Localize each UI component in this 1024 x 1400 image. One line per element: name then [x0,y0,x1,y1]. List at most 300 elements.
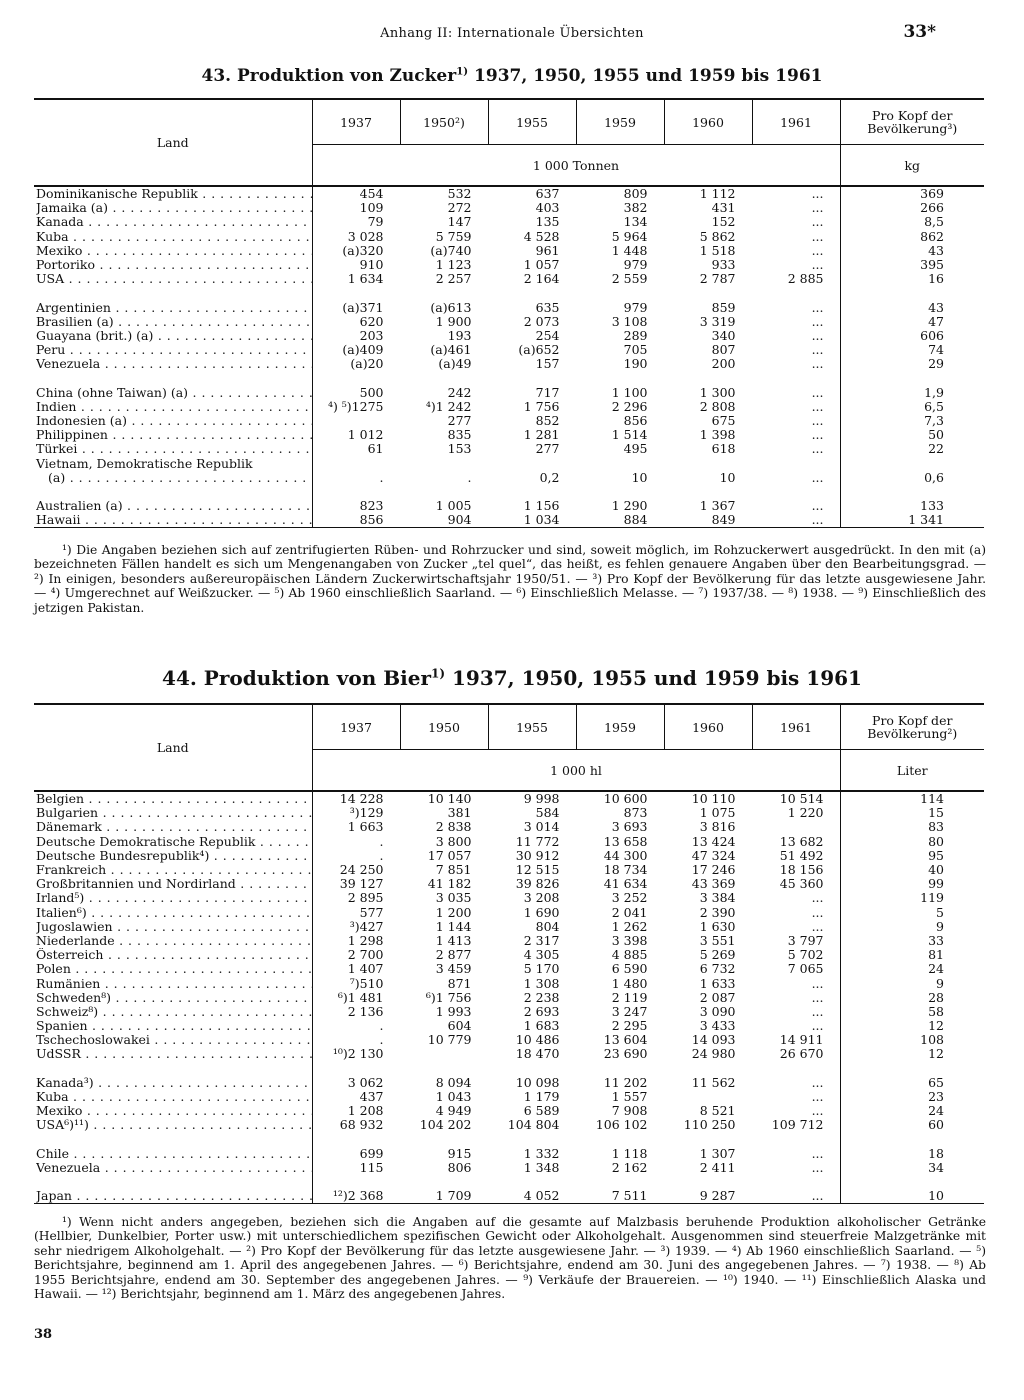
value-cell: 454 [312,186,400,201]
per-capita-cell: 9 [936,918,944,934]
row-country-label: Brasilien (a) . . . [36,315,312,329]
value-cell: ... [752,1019,840,1033]
value-cell: 675 [664,414,752,428]
row-country-label: USA⁶)¹¹) . . . [36,1118,312,1132]
spacer-cell [488,485,576,499]
value-cell: ¹²)2 368 [312,1189,400,1204]
table-row [34,1090,984,1104]
value-cell: 18 734 [576,863,664,877]
spacer-cell [400,286,488,300]
spacer-cell [488,1062,576,1076]
value-cell: 3 384 [664,891,752,905]
table-43-sugar-production [34,98,984,528]
value-cell: 13 604 [576,1033,664,1047]
value-cell: 856 [312,513,400,528]
column-header-year: 1955 [488,704,576,750]
table-row [34,499,984,513]
row-country-label: Großbritannien und Nordirland . . . [36,877,312,891]
value-cell: 9 287 [664,1189,752,1204]
value-cell: ... [752,329,840,343]
value-cell: 10 600 [576,791,664,806]
value-cell: . [400,457,488,485]
value-cell: 1 993 [400,1005,488,1019]
column-header-per-capita-unit: kg [840,145,984,187]
value-cell: 340 [664,329,752,343]
per-capita-cell: 80 [928,833,944,849]
value-cell: 2 390 [664,906,752,920]
value-cell: ... [752,891,840,905]
value-cell: 4 305 [488,948,576,962]
value-cell: ⁶)1 481 [312,991,400,1005]
value-cell: 7 065 [752,962,840,976]
value-cell: 382 [576,201,664,215]
per-capita-cell: 862 [920,228,944,244]
value-cell: 1 630 [664,920,752,934]
table-row [34,186,984,201]
value-cell: ... [752,386,840,400]
table-row [34,343,984,357]
row-country-label: Polen . . . [36,962,312,976]
value-cell: 871 [400,976,488,990]
value-cell: 5 269 [664,948,752,962]
value-cell: (a)652 [488,343,576,357]
value-cell: 41 634 [576,877,664,891]
row-country [34,457,312,485]
per-capita-cell: 95 [928,847,944,863]
value-cell: 910 [312,258,400,272]
value-cell: ... [752,1090,840,1104]
value-cell: 961 [488,244,576,258]
table-44-title-years: 1937, 1950, 1955 und 1959 bis 1961 [445,666,862,690]
value-cell: 39 127 [312,877,400,891]
value-cell: 1 290 [576,499,664,513]
row-country-label: Philippinen . . . [36,428,312,442]
column-header-per-capita-unit: Liter [840,750,984,792]
value-cell: 106 102 [576,1118,664,1132]
value-cell: 7 851 [400,863,488,877]
row-country-label: Australien (a) . . . [36,499,312,513]
value-cell: 1 118 [576,1147,664,1161]
per-capita-cell: 43 [928,299,944,315]
spacer-cell [312,286,400,300]
value-cell: 2 162 [576,1161,664,1175]
value-cell: 1 308 [488,976,576,990]
value-cell: 11 202 [576,1076,664,1090]
value-cell: 2 164 [488,272,576,286]
spacer-cell [840,286,984,300]
table-row [34,357,984,371]
row-country [34,244,312,258]
value-cell: 14 093 [664,1033,752,1047]
row-country-label: Bulgarien . . . [36,806,312,820]
value-cell: 4 949 [400,1104,488,1118]
value-cell: 3 247 [576,1005,664,1019]
spacer-cell [400,1062,488,1076]
row-country [34,357,312,371]
value-cell: 3 398 [576,934,664,948]
row-country [34,186,312,201]
table-44-title-footnote-ref: 1) [431,666,446,681]
value-cell: ... [752,920,840,934]
per-capita-cell: 24 [928,961,944,977]
row-country-label: Portoriko . . . [36,258,312,272]
per-capita-cell: 99 [928,876,944,892]
spacer-cell [34,286,312,300]
value-cell: (a)613 [400,301,488,315]
value-cell: 39 826 [488,877,576,891]
table-row [34,442,984,456]
per-capita-cell: 108 [920,1032,944,1048]
table-row [34,1005,984,1019]
value-cell: ... [752,906,840,920]
value-cell: 500 [312,386,400,400]
row-country-label: Dänemark . . . [36,820,312,834]
value-cell: 3 800 [400,835,488,849]
row-country-label: Kanada³) . . . [36,1076,312,1090]
value-cell: ... [752,301,840,315]
spacer-cell [576,1133,664,1147]
value-cell: 2 693 [488,1005,576,1019]
row-country [34,1118,312,1132]
row-country-label: Deutsche Bundesrepublik⁴) . . . [36,849,312,863]
table-row [34,976,984,990]
spacer-cell [576,1175,664,1189]
value-cell: 809 [576,186,664,201]
per-capita-cell: 40 [928,862,944,878]
spacer-cell [34,1175,312,1189]
value-cell: 807 [664,343,752,357]
column-header-unit: 1 000 Tonnen [312,145,840,187]
value-cell: 4 528 [488,230,576,244]
spacer-cell [752,1133,840,1147]
row-country-label: Belgien . . . [36,792,312,806]
value-cell: 835 [400,428,488,442]
value-cell: 11 772 [488,835,576,849]
value-cell: 1 633 [664,976,752,990]
value-cell: 2 885 [752,272,840,286]
value-cell: ... [752,357,840,371]
spacer-cell [488,371,576,385]
value-cell: 3 693 [576,820,664,834]
value-cell: 1 179 [488,1090,576,1104]
row-country [34,1005,312,1019]
per-capita-cell: 15 [928,805,944,821]
value-cell: ... [752,442,840,456]
value-cell: 2 041 [576,906,664,920]
value-cell: 254 [488,329,576,343]
value-cell: 10 110 [664,791,752,806]
row-country [34,1019,312,1033]
value-cell: 109 712 [752,1118,840,1132]
group-spacer [34,1175,984,1189]
value-cell: 14 228 [312,791,400,806]
row-country [34,877,312,891]
value-cell: 620 [312,315,400,329]
value-cell: 804 [488,920,576,934]
value-cell: 200 [664,357,752,371]
table-row [34,230,984,244]
per-capita-cell: 23 [928,1089,944,1105]
per-capita-cell: 6,5 [924,398,944,414]
value-cell: 24 250 [312,863,400,877]
value-cell: ... [752,343,840,357]
value-cell: ... [752,1147,840,1161]
spacer-cell [34,1062,312,1076]
table-row [34,863,984,877]
per-capita-cell: 119 [920,890,944,906]
value-cell: ... [752,457,840,485]
table-row [34,1019,984,1033]
value-cell: 3 433 [664,1019,752,1033]
value-cell: ... [752,400,840,414]
value-cell: 9 998 [488,791,576,806]
value-cell: (a)409 [312,343,400,357]
value-cell: 859 [664,301,752,315]
value-cell: 584 [488,806,576,820]
value-cell: 1 156 [488,499,576,513]
row-country [34,891,312,905]
value-cell: 873 [576,806,664,820]
value-cell: 6 589 [488,1104,576,1118]
value-cell: ... [752,1161,840,1175]
value-cell: 104 202 [400,1118,488,1132]
value-cell: 3 319 [664,315,752,329]
spacer-cell [752,1175,840,1189]
group-spacer [34,485,984,499]
spacer-cell [488,286,576,300]
value-cell: 12 515 [488,863,576,877]
value-cell: (a)740 [400,244,488,258]
table-row [34,934,984,948]
value-cell: 3 797 [752,934,840,948]
table-44-title-text: 44. Produktion von Bier [162,666,432,690]
table-row [34,201,984,215]
table-row [34,820,984,834]
value-cell: 3 062 [312,1076,400,1090]
row-country [34,315,312,329]
value-cell: 277 [488,442,576,456]
value-cell: 3 816 [664,820,752,834]
column-header-per-capita: Pro Kopf der Bevölkerung²) [840,704,984,750]
value-cell: 2 808 [664,400,752,414]
value-cell: 1 367 [664,499,752,513]
value-cell: 5 170 [488,962,576,976]
per-capita-cell: 74 [928,342,944,358]
value-cell: 1 307 [664,1147,752,1161]
value-cell: 18 156 [752,863,840,877]
per-capita-cell: 65 [928,1074,944,1090]
row-country-label: Peru . . . [36,343,312,357]
column-header-year: 1950²) [400,99,488,145]
row-country [34,414,312,428]
column-header-year: 1950 [400,704,488,750]
value-cell: 849 [664,513,752,528]
value-cell: 68 932 [312,1118,400,1132]
spacer-cell [576,371,664,385]
group-spacer [34,286,984,300]
per-capita-cell: 1,9 [924,384,944,400]
value-cell: ... [752,1104,840,1118]
value-cell: 2 257 [400,272,488,286]
value-cell: 431 [664,201,752,215]
per-capita-cell: 43 [928,242,944,258]
spacer-cell [664,1062,752,1076]
table-44-title [0,666,1024,690]
value-cell: 10 486 [488,1033,576,1047]
row-country [34,991,312,1005]
per-capita-cell: 395 [920,257,944,273]
value-cell: 1 683 [488,1019,576,1033]
value-cell: 4 052 [488,1189,576,1204]
table-row [34,877,984,891]
value-cell: 1 144 [400,920,488,934]
value-cell: 1 298 [312,934,400,948]
row-country [34,1076,312,1090]
spacer-cell [576,286,664,300]
value-cell: 110 250 [664,1118,752,1132]
value-cell: 5 964 [576,230,664,244]
value-cell: 495 [576,442,664,456]
row-country-label: Indonesien (a) . . . [36,414,312,428]
value-cell: 3 551 [664,934,752,948]
table-row [34,962,984,976]
per-capita-cell: 369 [920,186,944,202]
spacer-cell [34,1133,312,1147]
value-cell: 10 [576,457,664,485]
table-row [34,414,984,428]
spacer-cell [488,1133,576,1147]
value-cell: ... [752,976,840,990]
value-cell: ³)129 [312,806,400,820]
value-cell: 1 413 [400,934,488,948]
spacer-cell [752,485,840,499]
spacer-cell [664,1175,752,1189]
value-cell: 1 200 [400,906,488,920]
per-capita-cell: 1 341 [840,513,984,528]
per-capita-cell: 18 [928,1145,944,1161]
table-43-title-years: 1937, 1950, 1955 und 1959 bis 1961 [468,66,823,86]
value-cell [312,414,400,428]
row-country-label: Vietnam, Demokratische Republik [36,456,253,471]
value-cell: 2 877 [400,948,488,962]
table-row [34,806,984,820]
value-cell: 2 295 [576,1019,664,1033]
value-cell: 2 411 [664,1161,752,1175]
row-country-label: China (ohne Taiwan) (a) . . . [36,386,312,400]
table-row [34,991,984,1005]
value-cell: 134 [576,215,664,229]
value-cell: 1 262 [576,920,664,934]
table-row [34,1161,984,1175]
spacer-cell [664,371,752,385]
value-cell: 3 108 [576,315,664,329]
table-row [34,272,984,286]
row-country-label: Venezuela . . . [36,357,312,371]
value-cell: 823 [312,499,400,513]
spacer-cell [312,371,400,385]
value-cell: 1 075 [664,806,752,820]
table-44-footnotes: ¹) Wenn nicht anders angegeben, beziehen sich die Angaben auf die gesamte auf Malzbasis beruhende Produktion alkoholischer Getränke (Hellbier, Dunkelbier, Porter usw.) mit unterschiedlichem spezifischen Gewicht oder Alkoholgehalt. Ausgenommen sind steuerfreie Malzgetränke mit sehr niedrigem Alkoholgehalt. — ²) Pro Kopf der Bevölkerung für das letzte ausgewiesene Jahr. — ³) 1939. — ⁴) Ab 1960 einschließlich Saarland. — ⁵) Berichtsjahre, beginnend am 1. April des angegebenen Jahres. — ⁶) Berichtsjahre, endend am 30. Juni des angegebenen Jahres. — ⁷) 1938. — ⁸) Ab 1955 Berichtsjahre, endend am 30. September des angegebenen Jahres. — ⁹) Verkäufe der Brauereien. — ¹⁰) 1940. — ¹¹) Einschließlich Alaska und Hawaii. — ¹²) Berichtsjahr, beginnend am 1. März des angegebenen Jahres. [34,1215,986,1302]
spacer-cell [840,485,984,499]
table-row [34,1189,984,1204]
column-header-land: Land [34,99,312,186]
row-country-label: Rumänien . . . [36,977,312,991]
value-cell: 43 369 [664,877,752,891]
table-row [34,400,984,414]
value-cell: 1 281 [488,428,576,442]
per-capita-cell: 12 [928,1046,944,1062]
row-country [34,934,312,948]
spacer-cell [752,1062,840,1076]
row-country [34,962,312,976]
row-country [34,301,312,315]
value-cell: ... [752,186,840,201]
table-row [34,244,984,258]
spacer-cell [400,1133,488,1147]
spacer-cell [312,1175,400,1189]
value-cell: 13 682 [752,835,840,849]
table-row [34,428,984,442]
table-row [34,1047,984,1061]
value-cell: 272 [400,201,488,215]
value-cell: 10 140 [400,791,488,806]
row-country [34,835,312,849]
value-cell: 4 885 [576,948,664,962]
page-number: 33* [903,22,936,42]
column-header-year: 1961 [752,704,840,750]
value-cell: 635 [488,301,576,315]
value-cell: 2 136 [312,1005,400,1019]
value-cell: (a)320 [312,244,400,258]
value-cell: 3 208 [488,891,576,905]
per-capita-cell: 22 [928,441,944,457]
value-cell [664,1090,752,1104]
value-cell: ... [752,215,840,229]
per-capita-cell: 58 [928,1003,944,1019]
value-cell: 193 [400,329,488,343]
value-cell: 61 [312,442,400,456]
row-country [34,513,312,528]
value-cell: 1 634 [312,272,400,286]
value-cell: 904 [400,513,488,528]
value-cell: 852 [488,414,576,428]
value-cell: 637 [488,186,576,201]
row-country-label: Mexiko . . . [36,1104,312,1118]
value-cell: 5 759 [400,230,488,244]
value-cell: 1 407 [312,962,400,976]
row-country [34,258,312,272]
value-cell: 8 094 [400,1076,488,1090]
spacer-cell [664,1133,752,1147]
column-header-year: 1961 [752,99,840,145]
value-cell: 577 [312,906,400,920]
value-cell: 856 [576,414,664,428]
table-44-beer-production [34,703,984,1204]
value-cell: ⁶)1 756 [400,991,488,1005]
value-cell: 8 521 [664,1104,752,1118]
value-cell: 933 [664,258,752,272]
row-country [34,906,312,920]
value-cell: 14 911 [752,1033,840,1047]
table-row [34,920,984,934]
row-country [34,1033,312,1047]
row-country-label: Hawaii . . . [36,513,312,527]
value-cell: 3 459 [400,962,488,976]
per-capita-cell: 12 [928,1018,944,1034]
value-cell [752,820,840,834]
column-header-year: 1937 [312,704,400,750]
row-country [34,272,312,286]
